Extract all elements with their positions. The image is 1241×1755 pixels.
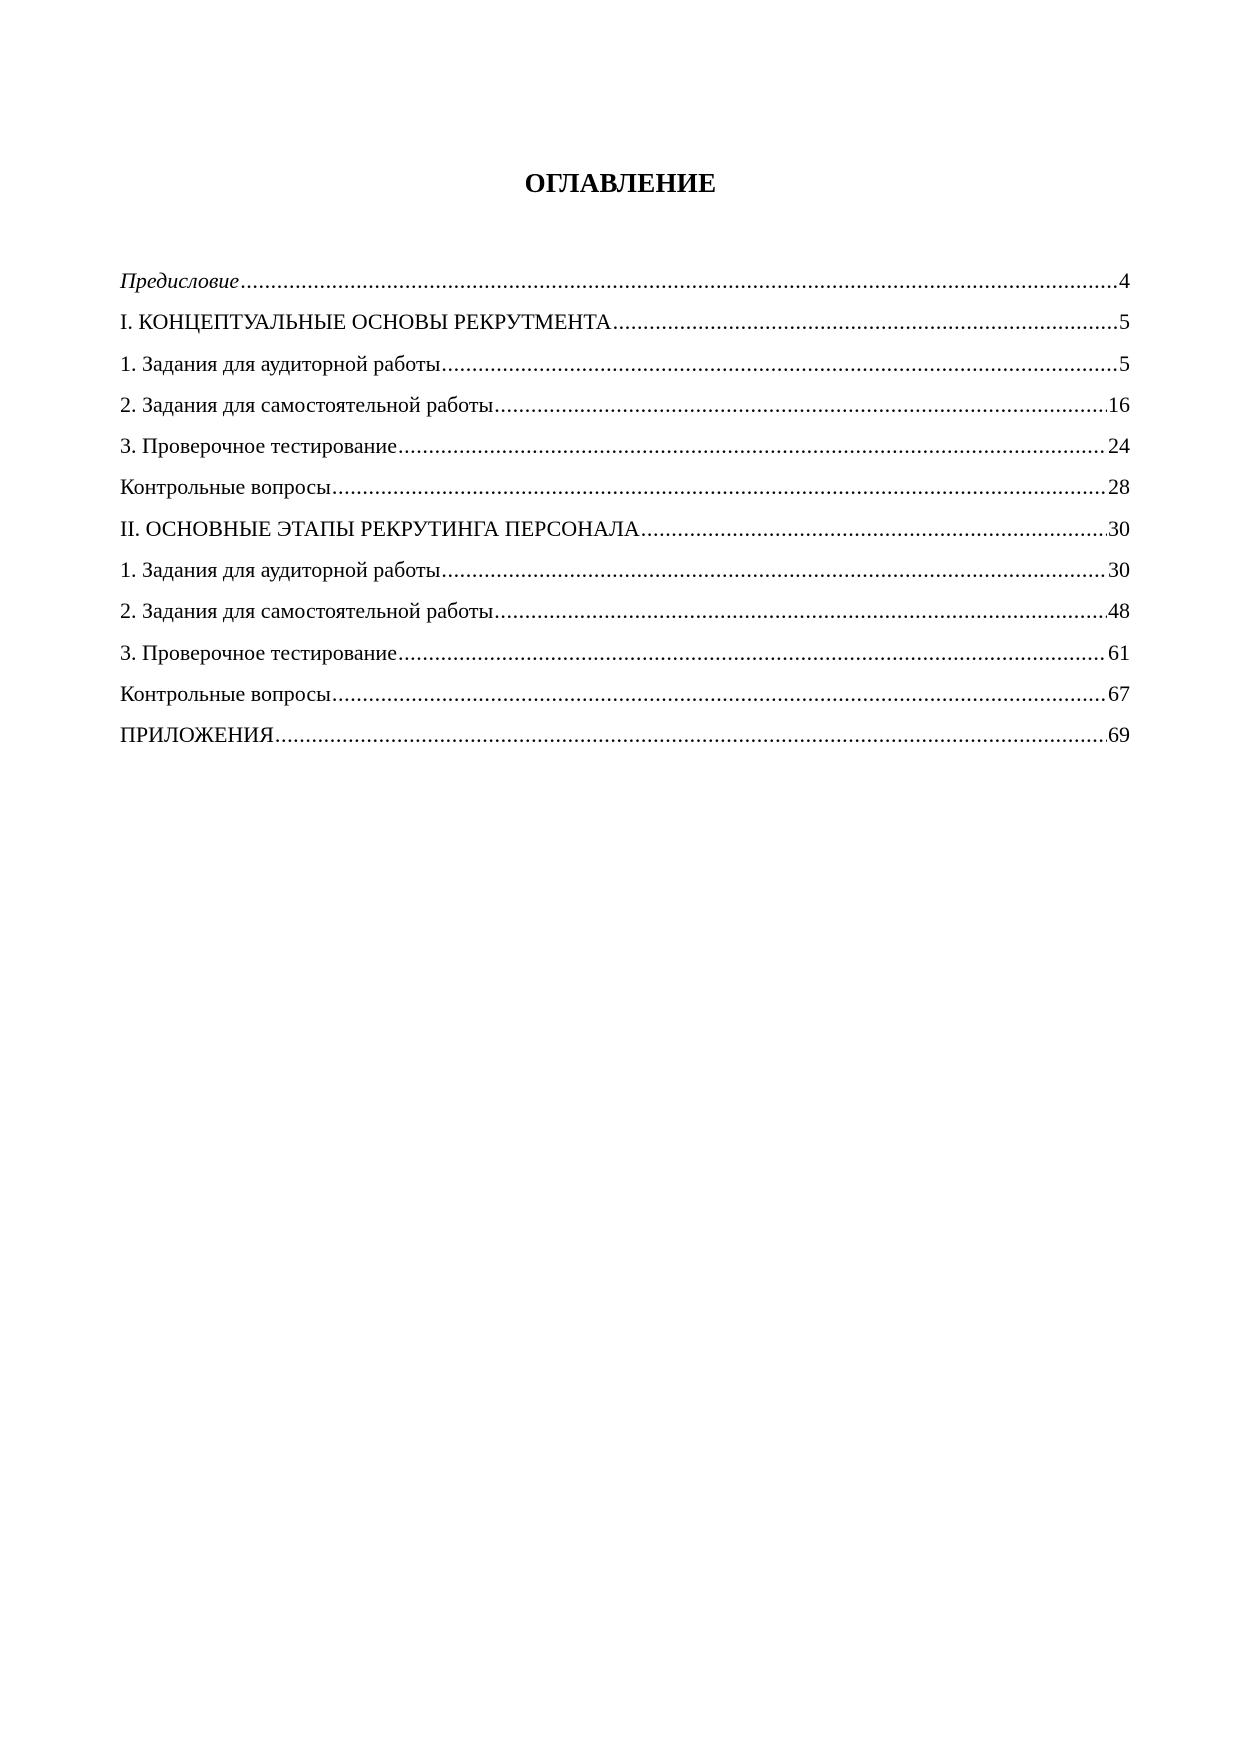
- toc-entry-label: 3. Проверочное тестирование: [120, 433, 397, 459]
- dot-leader: [441, 350, 1118, 378]
- toc-entry-label: Контрольные вопросы: [120, 680, 331, 706]
- dot-leader: [641, 515, 1107, 543]
- dot-leader: [332, 473, 1107, 501]
- toc-entry-2-3: [120, 639, 1130, 680]
- toc-entry-appendices: [120, 721, 1130, 762]
- toc-entry-page: 4: [1119, 268, 1130, 293]
- toc-entry-page: 61: [1108, 639, 1130, 665]
- toc-entry-label: 3. Проверочное тестирование: [120, 639, 397, 665]
- toc-entry-label: ПРИЛОЖЕНИЯ: [120, 722, 274, 748]
- toc-entry-page: 30: [1108, 557, 1130, 583]
- toc-entry-preface: [120, 267, 1130, 308]
- toc-entry-2-questions: [120, 680, 1130, 721]
- dot-leader: [332, 680, 1107, 708]
- toc-entry-page: 5: [1119, 350, 1130, 376]
- toc-entry-label: I. КОНЦЕПТУАЛЬНЫЕ ОСНОВЫ РЕКРУТМЕНТА: [120, 309, 612, 335]
- dot-leader: [494, 391, 1107, 419]
- dot-leader: [398, 432, 1107, 460]
- dot-leader: [275, 721, 1107, 749]
- toc-entry-section-2: [120, 515, 1130, 556]
- toc-entry-1-2: [120, 391, 1130, 432]
- dot-leader: [613, 308, 1118, 336]
- toc-entry-2-2: [120, 597, 1130, 638]
- toc-entry-1-questions: [120, 473, 1130, 514]
- toc-entry-page: 67: [1108, 680, 1130, 706]
- toc-entry-label: Предисловие: [120, 268, 240, 293]
- toc-entry-label: Контрольные вопросы: [120, 474, 331, 500]
- toc-entry-page: 30: [1108, 515, 1130, 541]
- dot-leader: [398, 639, 1107, 667]
- toc-entry-page: 24: [1108, 433, 1130, 459]
- toc-entry-section-1: [120, 308, 1130, 349]
- toc-entry-page: 16: [1108, 391, 1130, 417]
- toc-entry-page: 5: [1119, 309, 1130, 335]
- toc-entry-label: 2. Задания для самостоятельной работы: [120, 391, 494, 417]
- table-of-contents: [120, 267, 1130, 763]
- toc-entry-label: 2. Задания для самостоятельной работы: [120, 598, 494, 624]
- toc-entry-label: 1. Задания для аудиторной работы: [120, 350, 441, 376]
- toc-entry-label: II. ОСНОВНЫЕ ЭТАПЫ РЕКРУТИНГА ПЕРСОНАЛА: [120, 515, 640, 541]
- dot-leader: [240, 267, 1118, 295]
- toc-entry-label: 1. Задания для аудиторной работы: [120, 557, 441, 583]
- toc-entry-2-1: [120, 556, 1130, 597]
- toc-entry-page: 69: [1108, 722, 1130, 748]
- toc-entry-page: 48: [1108, 598, 1130, 624]
- toc-entry-1-3: [120, 432, 1130, 473]
- dot-leader: [441, 556, 1107, 584]
- page-title: ОГЛАВЛЕНИЕ: [524, 168, 717, 198]
- toc-entry-1-1: [120, 350, 1130, 391]
- toc-entry-page: 28: [1108, 474, 1130, 500]
- dot-leader: [494, 597, 1107, 625]
